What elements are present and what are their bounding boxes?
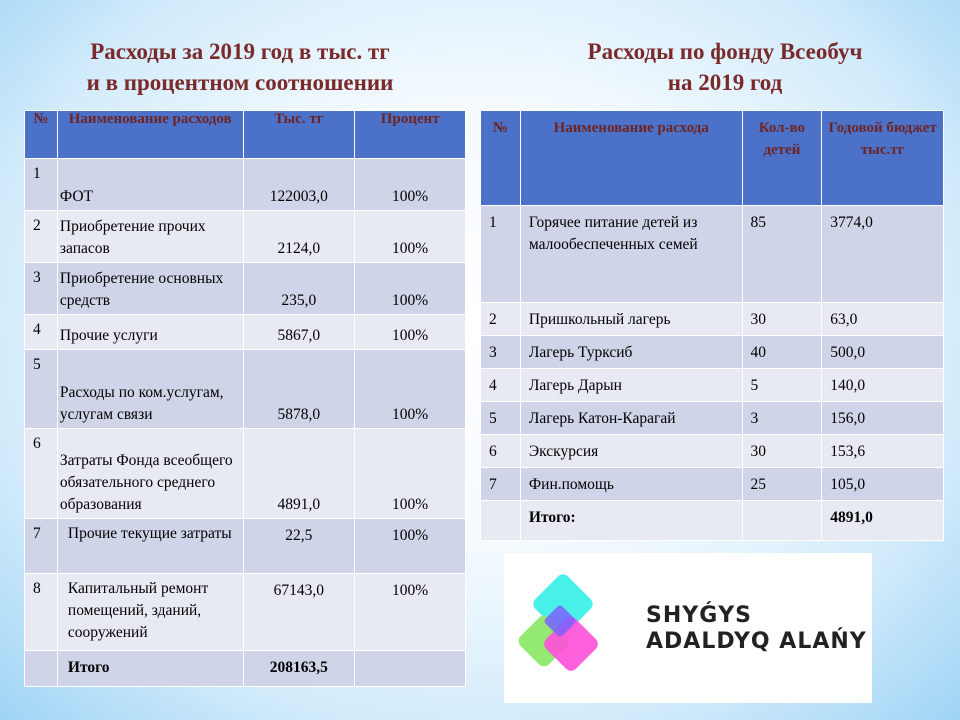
row-name: ФОТ <box>57 159 243 211</box>
row-name: Лагерь Дарын <box>520 369 742 402</box>
row-num: 4 <box>481 369 521 402</box>
row-percent: 100% <box>355 574 466 651</box>
row-percent: 100% <box>355 519 466 574</box>
table-row <box>25 429 466 519</box>
header-name: Наименование расходов <box>57 111 243 159</box>
row-num: 2 <box>481 303 521 336</box>
table-row <box>25 519 466 574</box>
row-num: 8 <box>25 574 58 651</box>
row-name: Лагерь Турксиб <box>520 336 742 369</box>
expenses-title-line2: и в процентном соотношении <box>86 70 394 95</box>
total-row <box>25 651 466 687</box>
row-value: 4891,0 <box>243 429 355 519</box>
total-children <box>742 501 822 541</box>
row-children: 30 <box>742 435 822 468</box>
row-budget: 105,0 <box>822 468 944 501</box>
total-num <box>25 651 58 687</box>
table-row <box>481 206 944 303</box>
total-percent <box>355 651 466 687</box>
fund-header-children: Кол-во детей <box>742 111 822 206</box>
table-row <box>25 263 466 315</box>
logo-text-line2: ADALDYQ ALAŃY <box>646 629 867 654</box>
row-budget: 3774,0 <box>822 206 944 303</box>
row-percent: 100% <box>355 159 466 211</box>
table-row <box>25 211 466 263</box>
row-percent: 100% <box>355 315 466 350</box>
row-budget: 153,6 <box>822 435 944 468</box>
row-children: 5 <box>742 369 822 402</box>
total-row <box>481 501 944 541</box>
row-value: 22,5 <box>243 519 355 574</box>
row-budget: 63,0 <box>822 303 944 336</box>
row-num: 3 <box>481 336 521 369</box>
fund-header-budget: Годовой бюджет тыс.тг <box>822 111 944 206</box>
table-row <box>25 315 466 350</box>
row-name: Фин.помощь <box>520 468 742 501</box>
row-percent: 100% <box>355 350 466 429</box>
logo-text <box>646 603 867 655</box>
fund-header-row <box>481 111 944 206</box>
row-num: 6 <box>481 435 521 468</box>
row-num: 5 <box>481 402 521 435</box>
row-children: 3 <box>742 402 822 435</box>
row-num: 4 <box>25 315 58 350</box>
row-children: 85 <box>742 206 822 303</box>
row-budget: 140,0 <box>822 369 944 402</box>
row-budget: 500,0 <box>822 336 944 369</box>
row-num: 7 <box>481 468 521 501</box>
row-name: Лагерь Катон-Карагай <box>520 402 742 435</box>
fund-table <box>480 110 944 541</box>
row-name: Приобретение основных средств <box>57 263 243 315</box>
row-num: 1 <box>481 206 521 303</box>
row-budget: 156,0 <box>822 402 944 435</box>
header-num: № <box>25 111 58 159</box>
header-value: Тыс. тг <box>243 111 355 159</box>
table-row <box>25 574 466 651</box>
row-percent: 100% <box>355 429 466 519</box>
row-value: 122003,0 <box>243 159 355 211</box>
row-name: Расходы по ком.услугам, услугам связи <box>57 350 243 429</box>
row-percent: 100% <box>355 211 466 263</box>
expenses-table <box>24 110 466 687</box>
table-row <box>481 303 944 336</box>
expenses-header-row <box>25 111 466 159</box>
row-value: 67143,0 <box>243 574 355 651</box>
logo-text-line1: SHYǴYS <box>646 603 753 628</box>
row-name: Прочие услуги <box>57 315 243 350</box>
row-value: 5867,0 <box>243 315 355 350</box>
row-num: 2 <box>25 211 58 263</box>
row-children: 30 <box>742 303 822 336</box>
table-row <box>481 435 944 468</box>
fund-title <box>520 36 930 98</box>
row-name: Приобретение прочих запасов <box>57 211 243 263</box>
table-row <box>481 336 944 369</box>
row-percent: 100% <box>355 263 466 315</box>
header-percent: Процент <box>355 111 466 159</box>
table-row <box>481 402 944 435</box>
row-children: 40 <box>742 336 822 369</box>
total-value: 4891,0 <box>822 501 944 541</box>
table-row <box>481 369 944 402</box>
row-name: Экскурсия <box>520 435 742 468</box>
row-value: 235,0 <box>243 263 355 315</box>
row-value: 2124,0 <box>243 211 355 263</box>
total-value: 208163,5 <box>243 651 355 687</box>
table-row <box>25 350 466 429</box>
fund-header-name: Наименование расхода <box>520 111 742 206</box>
fund-title-line1: Расходы по фонду Всеобуч <box>587 39 863 64</box>
row-num: 5 <box>25 350 58 429</box>
row-name: Пришкольный лагерь <box>520 303 742 336</box>
row-name: Прочие текущие затраты <box>57 519 243 574</box>
logo <box>504 553 872 703</box>
row-name: Затраты Фонда всеобщего обязательного среднего образования <box>57 429 243 519</box>
total-num <box>481 501 521 541</box>
expenses-title-line1: Расходы за 2019 год в тыс. тг <box>90 39 390 64</box>
expenses-title <box>40 36 440 98</box>
row-value: 5878,0 <box>243 350 355 429</box>
fund-header-num: № <box>481 111 521 206</box>
row-num: 7 <box>25 519 58 574</box>
table-row <box>25 159 466 211</box>
row-name: Горячее питание детей из малообеспеченных семей <box>520 206 742 303</box>
row-num: 6 <box>25 429 58 519</box>
row-num: 1 <box>25 159 58 211</box>
row-name: Капитальный ремонт помещений, зданий, сооружений <box>57 574 243 651</box>
fund-title-line2: на 2019 год <box>667 70 783 95</box>
table-row <box>481 468 944 501</box>
logo-mark-icon <box>504 553 634 703</box>
total-label: Итого: <box>520 501 742 541</box>
row-num: 3 <box>25 263 58 315</box>
row-children: 25 <box>742 468 822 501</box>
total-label: Итого <box>57 651 243 687</box>
